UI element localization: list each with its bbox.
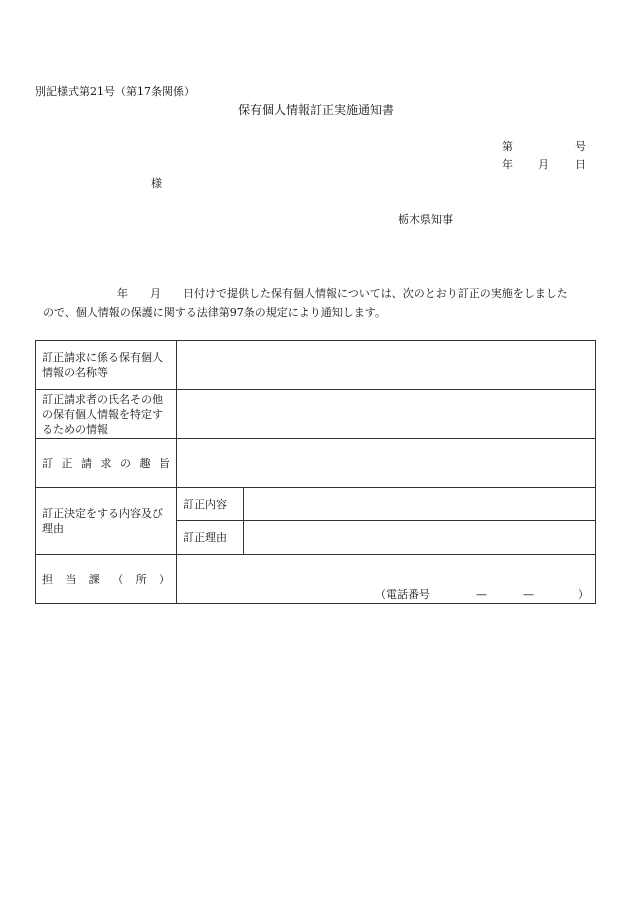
phone-dash2: — bbox=[523, 588, 534, 601]
date-year: 年 bbox=[502, 158, 513, 171]
date-day: 日 bbox=[575, 158, 586, 171]
row2-label: 訂正請求者の氏名その他の保有個人情報を特定するための情報 bbox=[36, 390, 177, 439]
notice-table bbox=[35, 340, 596, 604]
row4-sub2-value[interactable] bbox=[244, 521, 596, 555]
phone-open: （電話番号 bbox=[375, 588, 430, 601]
number-go: 号 bbox=[575, 140, 586, 153]
row4-label: 訂正決定をする内容及び理由 bbox=[36, 488, 177, 555]
body-year: 年 bbox=[117, 287, 128, 300]
phone-dash1: — bbox=[476, 588, 487, 601]
body-month: 月 bbox=[150, 287, 161, 300]
row1-label: 訂正請求に係る保有個人情報の名称等 bbox=[36, 341, 177, 390]
document-title: 保有個人情報訂正実施通知書 bbox=[238, 103, 395, 117]
notice-body bbox=[45, 284, 597, 322]
row3-value[interactable] bbox=[177, 439, 596, 488]
date-month: 月 bbox=[538, 158, 549, 171]
body-line1: 日付けで提供した保有個人情報については、次のとおり訂正の実施をしました bbox=[183, 287, 568, 300]
number-dai: 第 bbox=[502, 140, 513, 153]
row4-sub1-value[interactable] bbox=[244, 488, 596, 521]
row3-label: 訂正請求の趣旨 bbox=[36, 439, 177, 488]
row5-value[interactable] bbox=[177, 555, 596, 604]
body-line2: ので、個人情報の保護に関する法律第97条の規定により通知します。 bbox=[43, 306, 386, 319]
phone-close: ） bbox=[578, 588, 589, 601]
row5-label: 担当課（所） bbox=[36, 555, 177, 604]
row4-sub1-label: 訂正内容 bbox=[177, 488, 244, 521]
row2-value[interactable] bbox=[177, 390, 596, 439]
issuer: 栃木県知事 bbox=[398, 213, 453, 226]
row4-sub2-label: 訂正理由 bbox=[177, 521, 244, 555]
addressee-suffix: 様 bbox=[151, 177, 162, 190]
phone-number bbox=[375, 587, 589, 602]
row1-value[interactable] bbox=[177, 341, 596, 390]
form-code: 別記様式第21号（第17条関係） bbox=[35, 85, 195, 98]
